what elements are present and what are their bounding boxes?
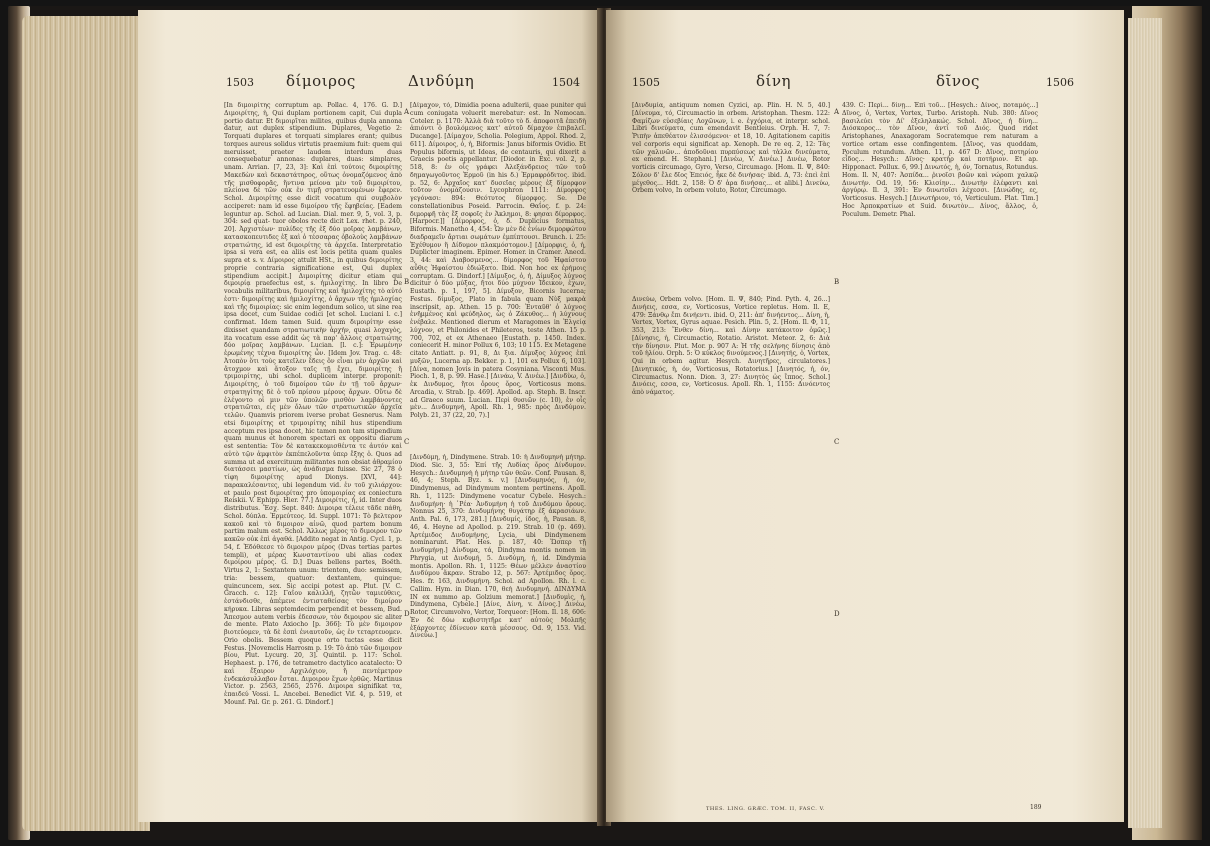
- page-stack-right: [1128, 18, 1162, 828]
- right-page-column-1: [632, 102, 830, 292]
- left-page-column-2: [410, 102, 586, 450]
- left-page-column-2-continued: [410, 454, 586, 802]
- margin-letter: B: [834, 278, 840, 286]
- margin-letter: C: [404, 438, 410, 446]
- left-page: [138, 10, 600, 822]
- running-head-right: δῖνος: [936, 72, 980, 90]
- right-page-column-1-continued: [632, 296, 830, 782]
- margin-letter: C: [834, 438, 840, 446]
- margin-letter: D: [834, 610, 840, 618]
- page-stack-left: [22, 16, 150, 831]
- margin-letter: D: [404, 610, 410, 618]
- margin-letter: A: [404, 108, 410, 116]
- column-text: [In διμοιρίτης corruptum ap. Pollac. 4, 176. G. D.] Διμοιρίτης, ἡ, Qui duplam portionem capit, Cui dupla portio datur. Et διμοιρῖται milites, quibus dupla annona datur, aut duplex stipendium. Duplares, Vegetio 2: Torquati duplares et torquati simplares erant; quibus torques aureus solidus virtutis praemium fuit: quem qui meruisset, praeter laudem interdum duas consequebatur annonas: duplares, duas: simplares, unam. Arrian. [7, 23, 3]: Καὶ ἐπὶ τούτοις διμοιρίτης Μακεδὼν καὶ δεκαστάτηρος, οὕτως ὀνομαζόμενος ἀπὸ τῆς μισθοφορᾶς, ἥντινα μείονα μὲν τοῦ διμοιρίτου, πλείονα δὲ τῶν οὐκ ἐν τιμῇ στρατευομένων ἔφερεν. Schol. Διμοιρίτης esse dicit vocatum qui συμβολὸν acciperet: nam id esse διμοίρου τῆς ἔφηβείας. [Eadem leguntur ap. Schol. ad Lucian. Dial. mer. 9, 5, vol. 3, p. 304: sed quat- tuor obolos recte dicit Lex. rhet. p. 240, 20]. Ἀρχιστέων· πυλίδες τῆς ἐξ δύο μοῖρας λαμβάνων, κατασκοπευτιδες ἐξ καὶ ὁ τέσσαρας ὀβολοὺς λαμβάνων στρατιώτης, id est διμοιρίτης τὰ ἀρχεῖα. Interpretatio ipsa si vera est, ea aliis est locis petita quam quales supra et s. v. Δίμοιρος attulit HSt., in quibus διμοιρίτης proprie contraria significatione est, Qui duplex stipendium accipit.] Διμοιρίτης dicitur etiam qui διμοιρίᾳ praefectus est, s. ἡμιλοχίτης. In libro De vocabulis militaribus, διμοιρίτης καὶ ἡμιλοχίτης τὸ αὐτό ἐστι· διμοιρίτης καὶ ἡμιλοχίτης, ὁ ἄρχων τῆς ἡμιλοχίας καὶ τῆς διμοιρίας: sic enim legendum solico, ut sine rea ipsa docet, cum Suidae codici [et schol. Luciani l. c.] confirmat. Idem tamen Suid. quum διμοιρίτην esse dixisset quandam στρατιωτικὴν ἀρχήν, quasi λοχαγὸς, ita vocatum esse addit ὡς τὰ παρ' ἄλλοις στρατιώτης δύο μοῖρας λαμβάνων. Lucian. [l. c.]: Ἐρωμένην ἐρωμένης τέχνα διμοιρίτης ὧν. [Idem Jov. Trag. c. 48: Ἀτοπὸν ὅτι τοὺς κατεῖλεν ἔδεις ὃν εἶναι μὲν ἀρχῶν καὶ ἄτοχμον καὶ ἄτοξον ταῖς τῇ ἔχει, διμοιρίτης ἢ τριμοιρίτης, ubi schol. duplicem interpr. proponit: Διμοιρίτης, ὁ τοῦ διμοίρου τῶν ἐν τῇ τοῦ ἄρχων· στρατηγίτης δὲ ὁ τοῦ πρίσου μέρους ἄρχων. Οὕτω δὲ ἐλέγοντο οἱ μιν τῶν ὑπολῶν μισθὸν λαμβάνοντες στρατιῶται, εἰς μὲν ὄλων τῶν στρατιωτικῶν ἄρχεῖα τελῶν. Quamvis priorem iverse probat Gesnerus. Nam etsi διμοιρίτης et τριμοιρίτης nihil hus stipendium acceptum res ipsa docet, hic tamen non tam stipendium quam munus et honorem spectari ex oppositu diarum est sententia: Τὸν δὲ κατακεκομισθέντα τε ἀυτόν καὶ αὐτὸ τῷν ἀμφιτὸν ἐκπέπελοῦντα ὑπερ ἔξης ὁ. Quos ad summa ut ad exercituum militantes non obsiat ἀθραμίου διατάσσει μαστίων, ὡς ἀνάδισμα fuisse. Sic 27, 78 ὁ τίφη διμοιρίτης apud Dionys. [XVI, 44]: παρακαλέσαντες, ubi legendum vid. ἐν τοῦ χιλιάρχου: et paulo post διμοιρίτας pro ὑπομοιρίας ex coniectura Reiskii. V. Ephipp. Hier. 77.] Διμοιρίτις, ἡ, id. Inter duos distributus. Ἔσχ. Sept. 840: Διμοιρα τέλειε τᾶδε πάθη, Schol. δύπλα. Ἐρμεύτεος. Id. Suppl. 1071: Τὸ βελτερον κακοῦ καὶ τὸ διμοιρον αἰνῶ, quod partem bonum partim malum est. Schol. Ἄλλως μέρος τὸ διμοιρον τῶν κακῶν οὐκ ἐπὶ ἀγαθά. [Addito negat in Antig. Cycl. 1, p. 54, f. Ἐδόθεεσε τὸ διμοιρον μέρος (Dvas tertias partes templi), et μέρας Κωνσταντίνου ubi alias codex διμοίρου μέρος. G. D.] Duas bellens partes, Boëth. Virtus 2, 1: Sextantem unum: trientem, duo: semissem, tria: bessem, quatuor: dextantem, quinque: quincuncem, sex. Sic accipi potest ap. Plut. [V. C. Gracch. c. 12]: Γαΐου καλιλλή, ζητῶν ταμιεύθεις, ἐστάνδισθε, ἀπέμενε ἐντισταθείσας τὸν διμοίρον κήρυκα. Libras septemdecim perpendit et bessem, Bud. Ἄπεσμον autem verbis ἐδεσσων, τὸν διμοιρον sic aliter de mente. Plato Axiocho [p. 366]: Τὸ μὲν διμοιρον βιοτεύομεν, τὰ δὲ ἐσπὶ ἐνιαυτοῦν, ὡς ἐν τεταρτευομεν. Orio obolis. Bessem quoque orto tuctas esse dicit Festus. [Novemclis Harrosm p. 19: Τὸ ἀπὸ τῶν διμοιρον βίου, Plut. Lycurg. 20, 3]. Quintil. p. 117: Schol. Hephaest. p. 176, de tetrametro dactylico acatalecto: Ὁ καὶ ἔξαιρον Αρχιλόχιον, ἢ πεντέμετρον ἐνδεκάσυλλαβον ἔσται. Διμοιρον ἔχων ἑρθῶς. Martinus Victor. p. 2563, 2565, 2576. Διμοιρα signifikat τα, ἐπαιδεύ Vossi. L. Ancebei. Benedict Vif. 4, p. 519, et Mounf. Pal. Gr. p. 261. G. Dindorf.]: [224, 102, 402, 706]
- signature-mark: 189: [1030, 804, 1042, 811]
- right-page-header: [606, 72, 1124, 94]
- signature-line: THES. LING. GRÆC. TOM. II, FASC. V.: [706, 806, 826, 812]
- column-text: Δινεύω, Orbem volvo. [Hom. Il. Ψ, 840; Pind. Pyth. 4, 26...] Δινήεις, εσσα, εν, Vorticosus, Vortice repletus. Hom. Il. Ε, 479: Ξάνθῳ ἔπι δινήεντι. ibid. Ο, 211: ἀπ' δινήεντος... Δίνη, ἡ, Vertex, Vortex, Gyrus aquae. Pesich. Plin. 5, 2. [Hom. Il. Φ, 11, 353, 213: Ἔνθεν δίνη... καὶ Δίνην κατάκοιτον ὁμῶς.] [Δίνησις, ἡ, Circumactio, Rotatio. Aristot. Meteor. 2, 6: Διὰ τὴν δίνησιν. Plut. Mor. p. 907 A: Ἡ τῆς σελήνης δίνησις ἀπὸ τοῦ ἡλίου. Orph. 5: Ὁ κύκλος δινούμενος.] [Δινητής, ὁ, Vortex, Qui in orbem agitur. Hesych. Δινητῆρες, circulatores.] [Δινητικός, ἡ, όν, Vorticosus, Rotatorius.] [Δινητός, ἡ, όν, Circumactus. Nonn. Dion. 3, 27: Δινητὸς ὡς ἵππος. Schol.] Δινόεις, εσσα, εν, Vorticosus. Apoll. Rh. 1, 1155: Δινόεντος ἀπὸ νάματος.: [632, 296, 830, 396]
- right-page-column-2: [842, 102, 1038, 802]
- column-text: [Δινδυμία, antiquum nomen Cyzici, ap. Plin. H. N. 5, 40.] [Δίνευμα, τό, Circumactio in orbem. Aristophan. Thesm. 122: Φαμίζων εὐσεβίαις Λοχῶνων, i. e. ἐγχόρια, et interpr. schol. Libri δινεύματα, cum emendavit Bentleius. Orph. H. 7, 7: Ῥιπὴν ἀπεθέατον ἐλισσόμενοι· et 18, 10. Agitationem capitis vel corporis equi significat ap. Xenoph. De re eq. 2, 12: Τὰς τῶν χαλινῶν... ἀποδοῦναι πυρπύσεως καὶ τὰλλα δινεύματα, ex emend. H. Stephani.] [Δινέω, V. Δινέω.] Δινέω, Rotor vorticis circumago, Gyro, Verso, Circumago. [Hom. Il. Ψ, 840: Σόλον δ' ἔλε δῖος Ἐπειός, ἧκε δὲ δινήσας· ibid. Δ, 73: ἐπεὶ ἐπὶ μέγεθος... Ηdt. 2, 158: Ὁ δ' ἀρα δινήσας... et alibi.] Δινεύω, Orbem volvo, In orbem voluto, Rotor, Circumago.: [632, 102, 830, 195]
- page-number-1506: 1506: [1046, 76, 1074, 89]
- page-number-1504: 1504: [552, 76, 580, 89]
- margin-letter: A: [834, 108, 840, 116]
- column-text: [Δινδύμη, ἡ, Dindymene. Strab. 10: ἡ Δινδυμηνὴ μήτηρ. Diod. Sic. 3, 55: Ἐπί τῆς Λυδίας ὄρος Δίνδυμον. Hesych.: Δινδυμηνὴ ἡ μήτηρ τῶν θεῶν. Conf. Pausan. 8, 46, 4; Steph. Byz. s. v.] [Δινδυμηνός, ἡ, όν, Dindymenus, ad Dindymum montem pertinens. Apoll. Rh. 1, 1125: Dindymene vocatur Cybele. Hesych.: Δινδυμήνη· ἡ ῾Ρέα· Ἀνδυμήνη ἡ τοῦ Δινδύμου ὄρους. Nonnus 25, 370: Δινδυμήνης θυγάτηρ ἐξ ἀκρασιάων. Anth. Pal. 6, 173, 281.] [Δινδυμίς, ίδος, ἡ, Pausan. 8, 46, 4. Heyne ad Apollod. p. 219. Strab. 10 (p. 469). Ἀρτέμιδος Δινδυμήνης, Lycia, ubi Dindymenem nominarunt. Plat. Hes. p. 187, 40: Ὥσπερ τῇ Δινδυμήνῃ.] Δίνδυμα, τά, Dindyma montis nomen in Phrygia, ut Δινδυμή, 5. Δινδύμη, ἡ, id. Dindymia montis. Apollon. Rh. 1, 1125: Θέων μέλλεν ἀναστίου Δινδύμου ἄκραν. Strabo 12, p. 567: Ἀρτέμιδος ὄρος. Hes. fr. 163, Δινδυμήνη. Schol. ad Apollon. Rh. l. c. Callim. Hym. in Dian. 170, θεὴ Δινδυμηνή. ΔΙΝΔΥΜΑ ΙΝ ex nummo ap. Golzium memorat.] [Δινδυμὶς, ἡ, Dindymena, Cybele.] [Δίνε, Δίνη, v. Δίνος.] Δινέω, Rotor, Circumvolvo, Vertor, Torqueor: [Hom. Il. 18, 606: Ἐν δὲ δύω κυβιστητῆρε κατ' αὐτοὺς Μολπῆς ἐξάρχοντες ἐδίνευον κατὰ μέσσους. Od. 9, 153. Vid. Δινεύω.]: [410, 454, 586, 640]
- column-text: 439. C: Περὶ... δίνῃ... Ἐπὶ τοῦ... [Hesych.: Δίνος, ποταμός...] Δῖνος, ὁ, Vertex, Vortex, Turbo. Aristoph. Nub. 380: Δῖνος βασιλεύει τὸν Δί' ἐξεληλακώς. Schol. Δῖνος, ἡ δίνη... Διόσκορος... τὸν Δῖνον, ἀντὶ τοῦ Διός. Quod ridet Aristophanes, Anaxagoram Socratemque rem naturam a vortice ortam esse confingentem. [Δῖνος, vas quoddam, Poculum rotundum. Athen. 11, p. 467 D: Δῖνος, ποτηρίου εἶδος... Hesych.: Δῖνος· κρατὴρ καὶ ποτήριον. Et ap. Hipponact. Pollux. 6, 99.] Δινωτός, ἡ, όν, Tornatus, Rotundus. Hom. Il. Ν, 407: Ἀσπίδα... ῥινοῖσι βοῶν καὶ νώροπι χαλκῷ Δινωτήν. Od. 19, 56: Κλισίην... Δινωτὴν ἐλέφαντι καὶ ἀργύρῳ. Il. 3, 391: Ἐν δινωτοῖσι λέχεσσι. [Δινώδης, ες, Vorticosus. Hesych.] [Δινωτήριον, τό, Verticulum. Plat. Tim.] Hoc Ἀρποκρατίων et Suid. δινωτὸν... Δίνος, ἄλλος, ὁ, Poculum. Demetr. Phal.: [842, 102, 1038, 218]
- left-page-header: [138, 72, 600, 94]
- column-text: [Δίμαχον, τό, Dimidia poena adulterii, quae puniter qui cum coniugata voluerit merebatur: est. In Nomocan. Coteler. p. 1170: Ἀλλὰ διὰ τοῦτο τὸ δ. ἀποφοιτᾶ ἐπειδὴ ἀπιόντι ὁ βουλόμενος κατ' αὐτοῦ δίμαχον ἐπιβαλεῖ. Ducange]. [Δίμαχον, Scholia. Polegium, Appol. Rhod. 2, 611]. Δίμοιρος, ὁ, ἡ, Biformis: Janus biformis Ovidio. Et Populus biformis, ut Ideas, de centauris, qui dixerit a Graecis poetis appellantur. [Diodor. in Exc. vol. 2, p. 518, 8: ἐν οἷς γράφει Ἀλεξάνδρειος τῶν τοῦ δημαγωγοῦντος Ἐρμοῦ (in his δ.) Ἐρμαφρόδιτος. ibid. p. 52, 6: Ἀρχαῖος κατ' δυσεῖας μέρους ἐξ δίμορφον τοῦτον ὀνομάζουσιν. Lycophron 1111: Δίμορφος γεγόνασι: 894: Θεότυτος δίμορφος. Se. De constellationibus Poseid. Parrocin. Θαΐος. f. p. 24: διμορφῆ τὰς ἔξ σοφοῖς ἐν Ἀκλημοι, 8: φησαι δίμορφος. [Harpocr.]] [Δίμορφος, ὁ, δ. Duplicius formatus, Biformis. Manetho 4, 454: Ὧν μὲν δὲ ἐνίων διμορφώτου διαδραμεῖν ἄρτιαι σωμάτων ἐμπίπτουσι. Brunch. i. 25: Ἐχέθυμον ἢ Δίδυμον πλακμόστομον.] [Δίμορφις, ὁ, ἡ, Duplicter imaginem. Epimer. Homer. in Cramer. Anecd. 3, 44: καὶ Διαβοσμενος... δίμορφος τοῦ Ἡφαίστου αὖθις Ἡφαίστου ἐδιώξατο. Ibid. Non hoc ex ἐρήμοις corruptam. G. Dindorf.] [Δίμυξος, ὁ, ἡ, Δίμυξος λύχνος dicitur ὁ δύο μύξας, ἤτοι δύο μύχνον Ἰδεικον, ἐχων, Eustath. p. 1, 197, 5]. Δίμυξον, Bicornis lucerna; Festus. δίμυξος, Plato in fabula quam Νὺξ μακρὰ inscripsit, ap. Athen. 15 p. 700: Ἐνταῦθ' ὁ λύχνος ἐνῆμμένος καὶ φεύδηλος, ὡς ὁ Ζάκυθος... ἡ λύχνους ἐνέβαλε. Mentioned dierum et Maragomes in Ἐλγείᾳ λύχνον, et Philonides et Phileteros, teste Athen. 15 p. 700, 702, et ex Athenaeo [Eustath. p. 1450. Index. coniecerit H. minor Pollux 6, 103; 10 115. Ex Metagene citato Antiatt. p. 91, 8, Δι ξια. Δίμυξος λύχνος ἐπὶ μυξῶν, Lucerna ap. Bekker. p. 1, 101 ex Pollux 6, 103]. [Δίνα, nomen Jovis in patera Cosyniana. Visconti Mus. Pioch. 1, 8, p. 99. Hase.] [Δινάω, V. Δινέω.] [Δινδὺω, ὁ, ἐκ Δινδυμος, ἤτοι ὄρους ὄρος, Vorticosus mons. Arcadia, v. Strab. [p. 469]. Apollod. ap. Steph. B. Inscr. ad Graeco suum. Lucian. Περὶ θυσιῶν (c. 10), ἐν οἷς μὲν... Δινδυμηνή, Apoll. Rh. 1, 985: πρὸς Δινδύμον. Polyb. 21, 37 (22, 20, 7).]: [410, 102, 586, 419]
- page-number-1503: 1503: [226, 76, 254, 89]
- page-number-1505: 1505: [632, 76, 660, 89]
- running-head-right: Δινδύμη: [408, 72, 475, 90]
- running-head-left: δίμοιρος: [286, 72, 356, 90]
- running-head-left: δίνη: [756, 72, 792, 90]
- left-page-column-1: [224, 102, 402, 802]
- right-page: [606, 10, 1124, 822]
- margin-letter: B: [404, 278, 410, 286]
